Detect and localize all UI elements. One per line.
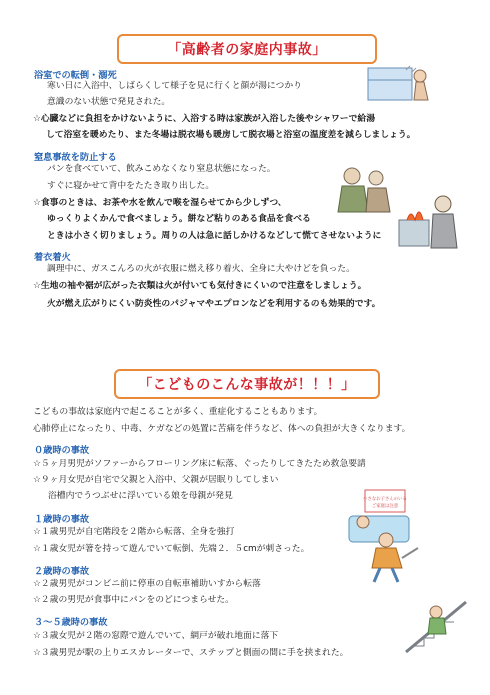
topic-advice: 火が燃え広がりにくい防炎性のパジャマやエプロンなどを利用するのも効果的です。 xyxy=(47,299,381,309)
topic-line: 調理中に、ガスこんろの火が衣服に燃え移り着火、全身に大やけどを負った。 xyxy=(47,264,355,274)
topic-advice: ☆食事のときは、お茶や水を飲んで喉を湿らせてから少しずつ、 xyxy=(33,198,287,208)
topic-advice: して浴室を暖めたり、また冬場は脱衣場も暖房して脱衣場と浴室の温度差を減らしましょう。 xyxy=(46,130,416,140)
section1-title: 「高齢者の家庭内事故」 xyxy=(117,34,377,64)
intro-line: こどもの事故は家庭内で起こることが多く、重症化することもあります。 xyxy=(33,407,323,417)
case-line: ☆２歳男児がコンビニ前に停車の自転車補助いすから転落 xyxy=(33,579,261,589)
bath-collapse-illustration xyxy=(366,62,436,112)
topic-heading-fire: 着衣着火 xyxy=(34,252,71,263)
svg-text:ご家庭は注意: ご家庭は注意 xyxy=(371,504,399,509)
case-line: ☆９ヶ月女児が自宅で父親と入浴中、父親が居眠りしてしまい xyxy=(33,475,279,485)
topic-line: パンを食べていて、飲みこめなくなり窒息状態になった。 xyxy=(47,164,276,174)
topic-advice: ☆生地の袖や裾が広がった衣類は火が付いても気付きにくいので注意をしましょう。 xyxy=(33,281,367,291)
topic-advice: ☆心臓などに負担をかけないように、入浴する時は家族が入浴した後やシャワーで給湯 xyxy=(33,114,375,124)
case-line: ☆３歳男児が駅の上りエスカレーターで、ステップと側面の間に手を挟まれた。 xyxy=(33,648,349,658)
case-line: ☆５ヶ月男児がソファーからフローリング床に転落、ぐったりしてきたため救急要請 xyxy=(33,459,366,469)
topic-heading-bath: 浴室での転倒・溺死 xyxy=(34,70,117,81)
topic-heading-choking: 窒息事故を防止する xyxy=(34,152,117,163)
age-heading-2: ２歳時の事故 xyxy=(34,566,90,577)
age-heading-1: １歳時の事故 xyxy=(34,514,90,525)
case-line: ☆１歳女児が箸を持って遊んでいて転倒、先端２．５cmが刺さった。 xyxy=(33,544,310,554)
case-line: ☆３歳女児が２階の窓際で遊んでいて、網戸が破れ地面に落下 xyxy=(33,631,279,641)
age-heading-0: ０歳時の事故 xyxy=(34,445,90,456)
intro-line: 心肺停止になったり、中毒、ケガなどの処置に苦痛を伴うなど、体への負担が大きくなります。 xyxy=(33,424,411,434)
case-line: ☆２歳の男児が食事中にパンをのどにつまらせた。 xyxy=(33,595,234,605)
child-fall-illustration xyxy=(358,528,422,586)
topic-advice: ときは小さく切りましょう。周りの人は急に話しかけるなどして慌てさせないように xyxy=(47,231,382,241)
section2-title: 「こどものこんな事故が！！！」 xyxy=(114,369,380,399)
age-heading-3: ３～５歳時の事故 xyxy=(34,617,108,628)
child-escalator-illustration xyxy=(404,594,470,656)
topic-advice: ゆっくりよくかんで食べましょう。餅など粘りのある食品を食べる xyxy=(47,214,311,224)
cooking-fire-illustration xyxy=(397,190,459,250)
topic-line: 寒い日に入浴中、しばらくして様子を見に行くと顔が湯につかり xyxy=(47,81,302,91)
topic-line: 意識のない状態で発見された。 xyxy=(47,97,171,107)
case-line: ☆１歳男児が自宅階段を２階から転落、全身を強打 xyxy=(33,527,235,537)
topic-line: すぐに寝かせて背中をたたき取り出した。 xyxy=(47,181,215,191)
choking-illustration xyxy=(334,162,392,214)
bath-sign-text: 小さなお子さんのいる xyxy=(363,497,407,502)
case-line: 浴槽内でうつぶせに浮いている娘を母親が発見 xyxy=(48,491,233,501)
